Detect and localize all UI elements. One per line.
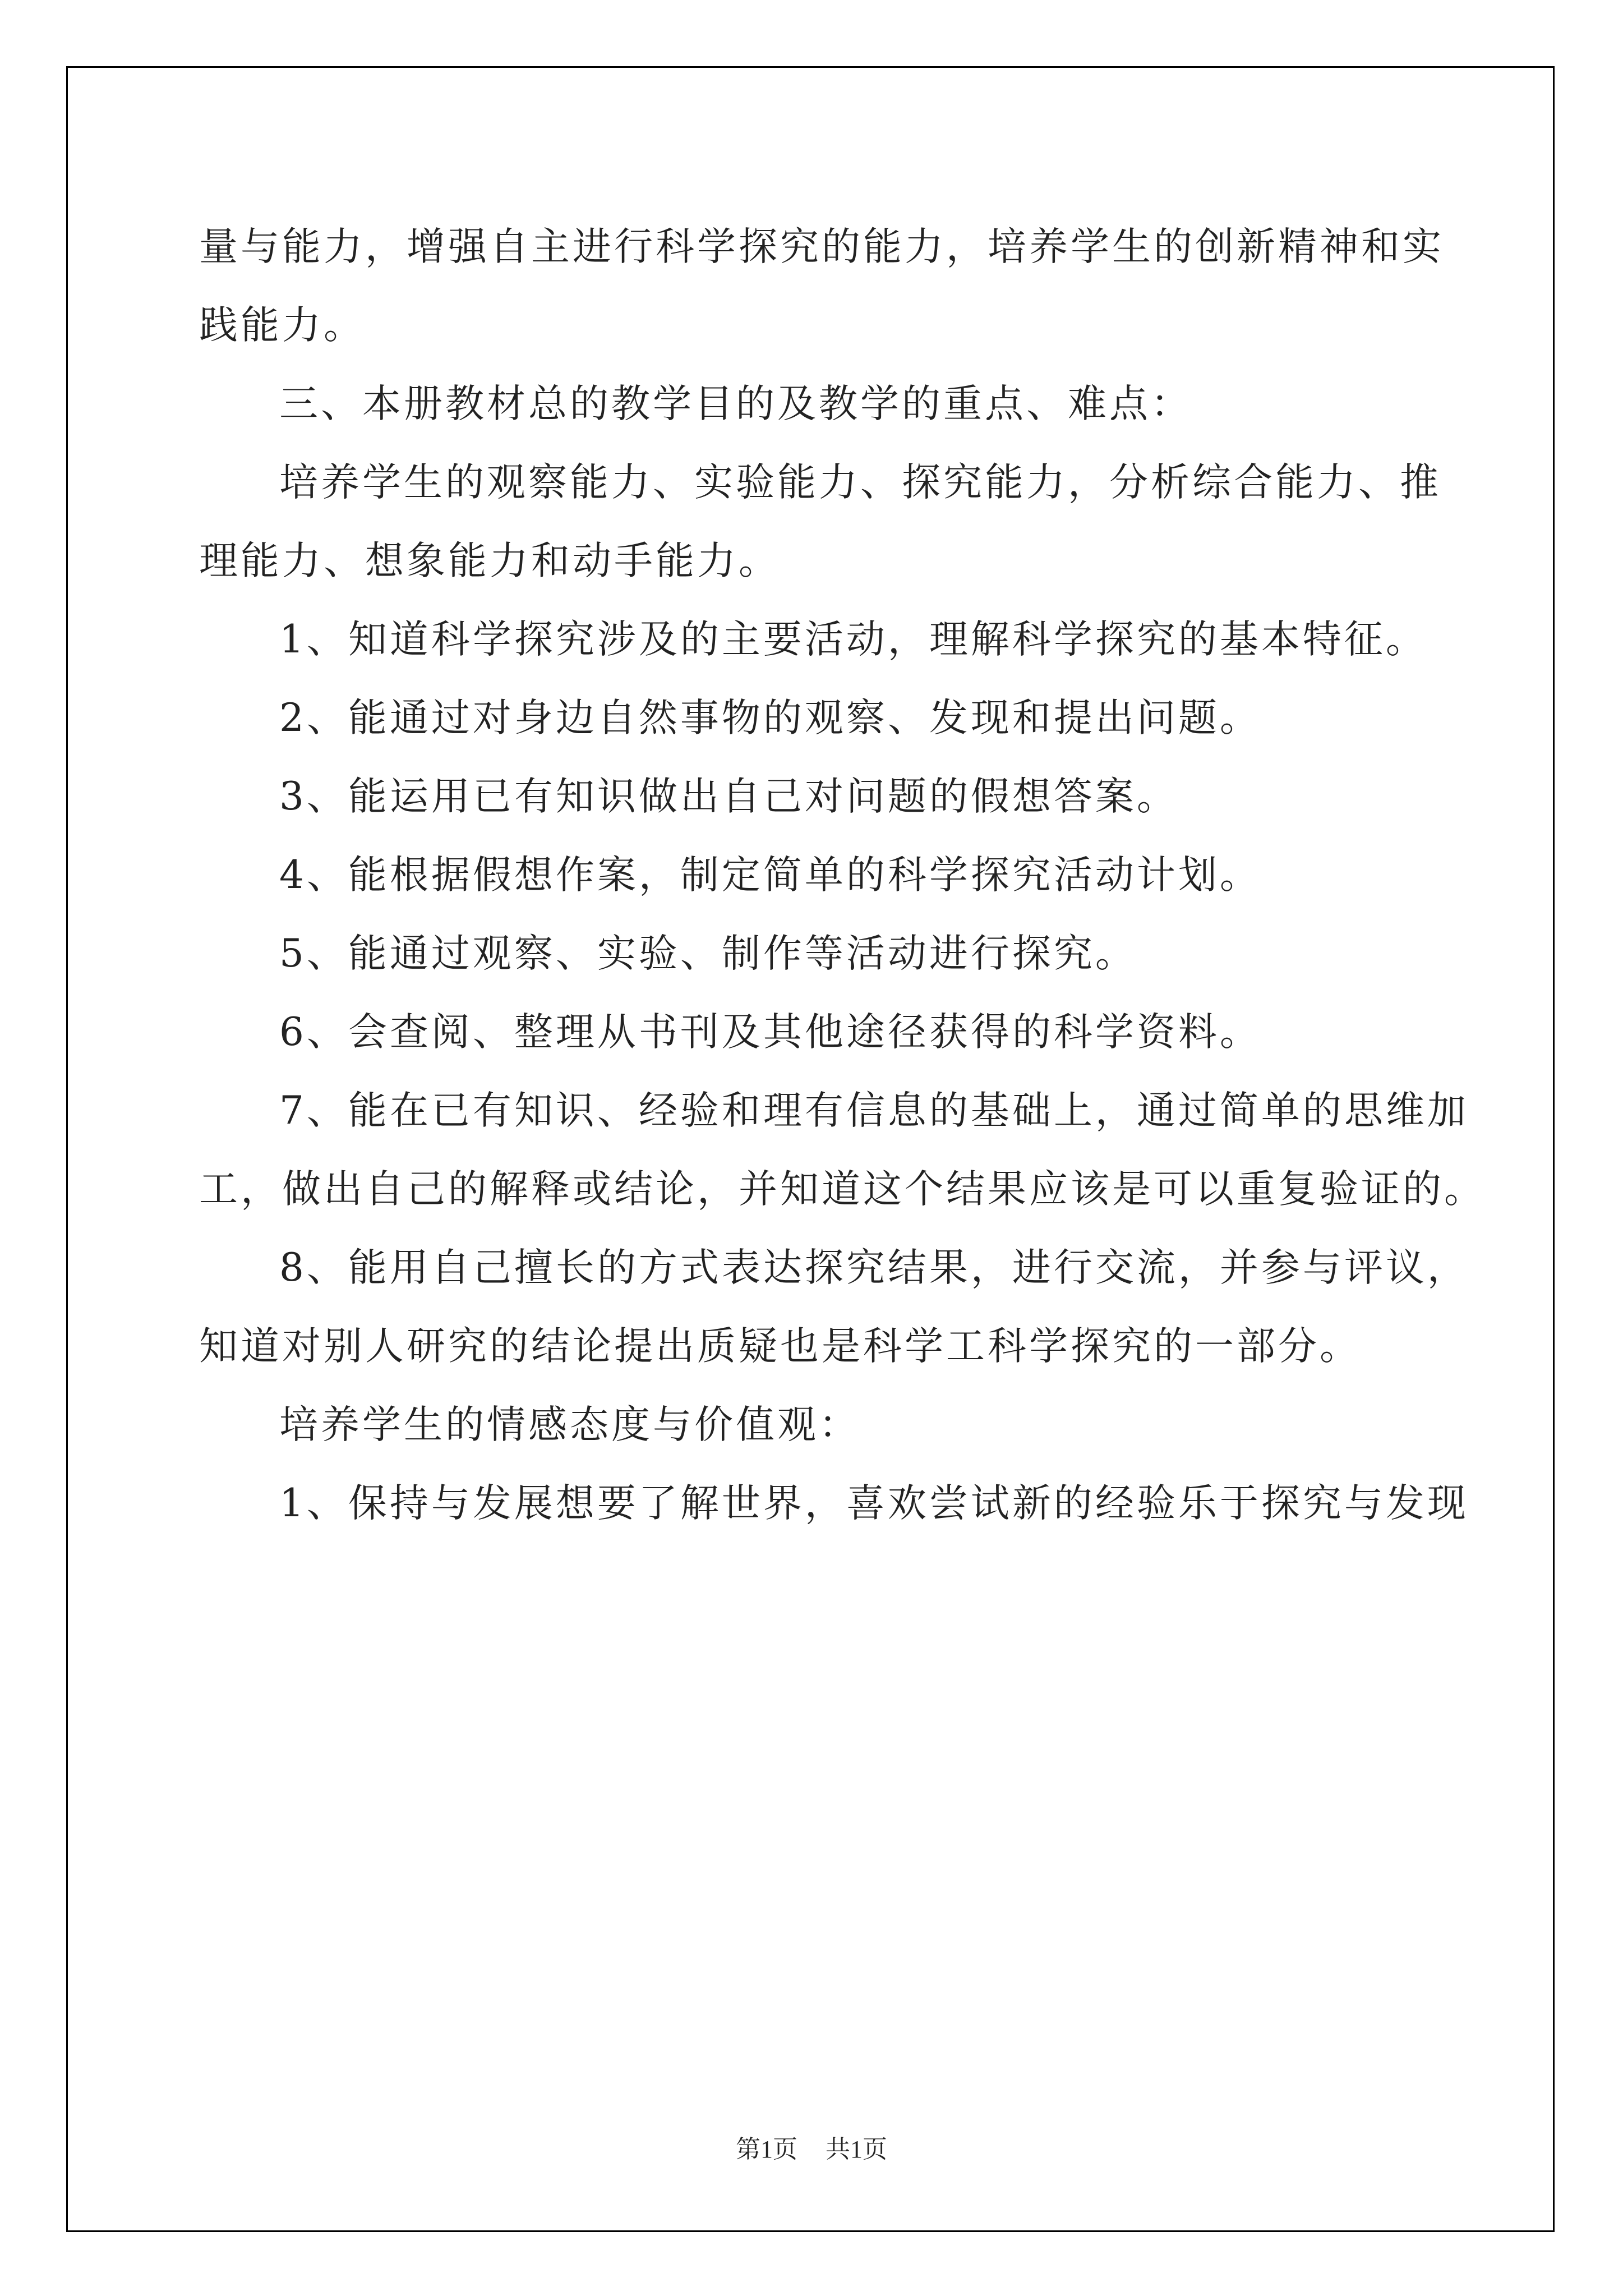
list-item: 3、能运用已有知识做出自己对问题的假想答案。: [279, 774, 1178, 819]
section-heading: 培养学生的情感态度与价值观：: [279, 1402, 860, 1447]
page-total: 共1页: [826, 2136, 887, 2163]
list-item: 4、能根据假想作案，制定简单的科学探究活动计划。: [279, 853, 1261, 898]
list-item: 7、能在已有知识、经验和理有信息的基础上，通过简单的思维加: [279, 1088, 1469, 1133]
list-item: 1、知道科学探究涉及的主要活动，理解科学探究的基本特征。: [279, 617, 1427, 662]
page-number: 第1页: [736, 2136, 797, 2163]
section-heading: 三、本册教材总的教学目的及教学的重点、难点：: [279, 381, 1192, 426]
text-line: 工，做出自己的解释或结论，并知道这个结果应该是可以重复验证的。: [199, 1167, 1486, 1212]
list-item: 6、会查阅、整理从书刊及其他途径获得的科学资料。: [279, 1010, 1261, 1055]
text-line: 理能力、想象能力和动手能力。: [199, 539, 780, 583]
list-item: 8、能用自己擅长的方式表达探究结果，进行交流，并参与评议，: [279, 1245, 1469, 1290]
list-item: 5、能通过观察、实验、制作等活动进行探究。: [279, 931, 1137, 976]
page-footer: [0, 2129, 1623, 2165]
text-line: 量与能力，增强自主进行科学探究的能力，培养学生的创新精神和实: [199, 224, 1444, 269]
list-item: 1、保持与发展想要了解世界，喜欢尝试新的经验乐于探究与发现: [279, 1481, 1469, 1526]
text-line: 践能力。: [199, 303, 365, 348]
text-line: 知道对别人研究的结论提出质疑也是科学工科学探究的一部分。: [199, 1324, 1361, 1369]
document-body: [199, 208, 1486, 1543]
list-item: 2、能通过对身边自然事物的观察、发现和提出问题。: [279, 696, 1261, 740]
text-line: 培养学生的观察能力、实验能力、探究能力，分析综合能力、推: [279, 460, 1441, 505]
